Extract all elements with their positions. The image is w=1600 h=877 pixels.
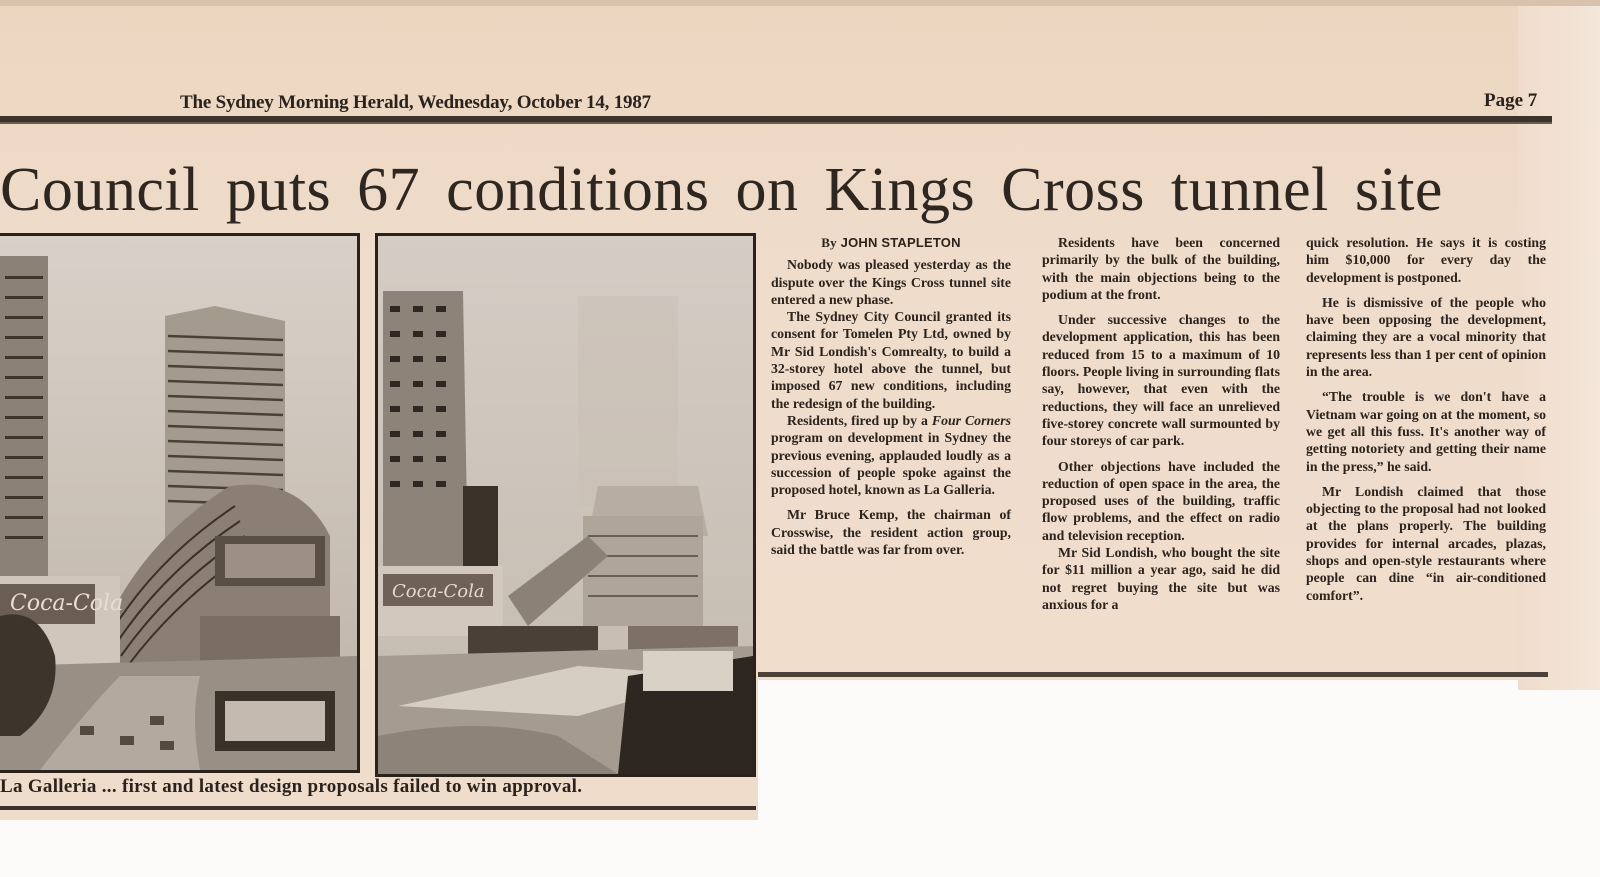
article-paragraph: Mr Londish claimed that those objecting to the proposal had not looked at the plans properly. The building provides for internal arcades, plazas, shops and open-style restaurants where people can dine “in air-conditioned comfort”. bbox=[1306, 483, 1546, 603]
byline-prefix: By bbox=[821, 235, 837, 250]
article-paragraph: He is dismissive of the people who have been opposing the development, claiming they are a vocal minority that represents less than 1 per cent of opinion in the area. bbox=[1306, 294, 1546, 380]
article-column-2 bbox=[1042, 234, 1280, 613]
clipping-top-edge bbox=[0, 0, 1600, 6]
byline bbox=[771, 234, 1011, 251]
article-paragraph: quick resolution. He says it is costing him $10,000 for every day the development is postponed. bbox=[1306, 235, 1546, 285]
article-paragraph: Mr Bruce Kemp, the chairman of Crosswise, the resident action group, said the battle was far from over. bbox=[771, 507, 1011, 558]
article-column-3 bbox=[1306, 234, 1546, 604]
photo1-sign: Coca-Cola bbox=[10, 591, 124, 616]
photo2-sign: Coca-Cola bbox=[392, 581, 485, 602]
headline: Council puts 67 conditions on Kings Cross tunnel site bbox=[0, 156, 1443, 224]
article-column-1 bbox=[771, 234, 1011, 558]
article-paragraph: The Sydney City Council granted its consent for Tomelen Pty Ltd, owned by Mr Sid Londish's Comrealty, to build a 32-storey hotel above the tunnel, but imposed 67 new conditions, including the redesign of the building. bbox=[771, 309, 1011, 411]
article-paragraph: “The trouble is we don't have a Vietnam war going on at the moment, so we get all this fuss. It's another way of getting notoriety and getting their name in the press,” he said. bbox=[1306, 389, 1546, 474]
byline-author: JOHN STAPLETON bbox=[840, 235, 961, 250]
page-number: Page 7 bbox=[1484, 90, 1538, 111]
caption-rule bbox=[0, 806, 756, 810]
article-paragraph: Residents have been concerned primarily by the bulk of the building, with the main objections being to the podium at the front. bbox=[1042, 235, 1280, 302]
photo-latest-proposal bbox=[375, 233, 756, 777]
text-run: program on development in Sydney the previous evening, applauded loudly as a succession of people spoke against the proposed hotel, known as La Galleria. bbox=[771, 430, 1011, 498]
text-run: Residents, fired up by a bbox=[787, 412, 932, 428]
article-paragraph bbox=[771, 412, 1011, 498]
article-paragraph: Nobody was pleased yesterday as the dispute over the Kings Cross tunnel site entered a new phase. bbox=[771, 257, 1011, 307]
article-bottom-rule bbox=[758, 672, 1548, 677]
article-paragraph: Mr Sid Londish, who bought the site for $11 million a year ago, said he did not regret buying the site but was anxious for a bbox=[1042, 545, 1280, 612]
program-title: Four Corners bbox=[931, 412, 1011, 428]
photo-caption: La Galleria ... first and latest design proposals failed to win approval. bbox=[0, 776, 583, 797]
photo-first-proposal bbox=[0, 233, 360, 773]
article-paragraph: Other objections have included the reduction of open space in the area, the proposed uses of the building, traffic flow problems, and the effect on radio and television reception. bbox=[1042, 458, 1280, 543]
masthead-rule bbox=[0, 116, 1552, 124]
article-paragraph: Under successive changes to the development application, this has been reduced from 15 to a maximum of 10 floors. People living in surrounding flats say, however, that even with the reductions, they will face an unrelieved five-storey concrete wall surmounted by four storeys of car park. bbox=[1042, 312, 1280, 449]
masthead: The Sydney Morning Herald, Wednesday, October 14, 1987 bbox=[180, 92, 651, 113]
